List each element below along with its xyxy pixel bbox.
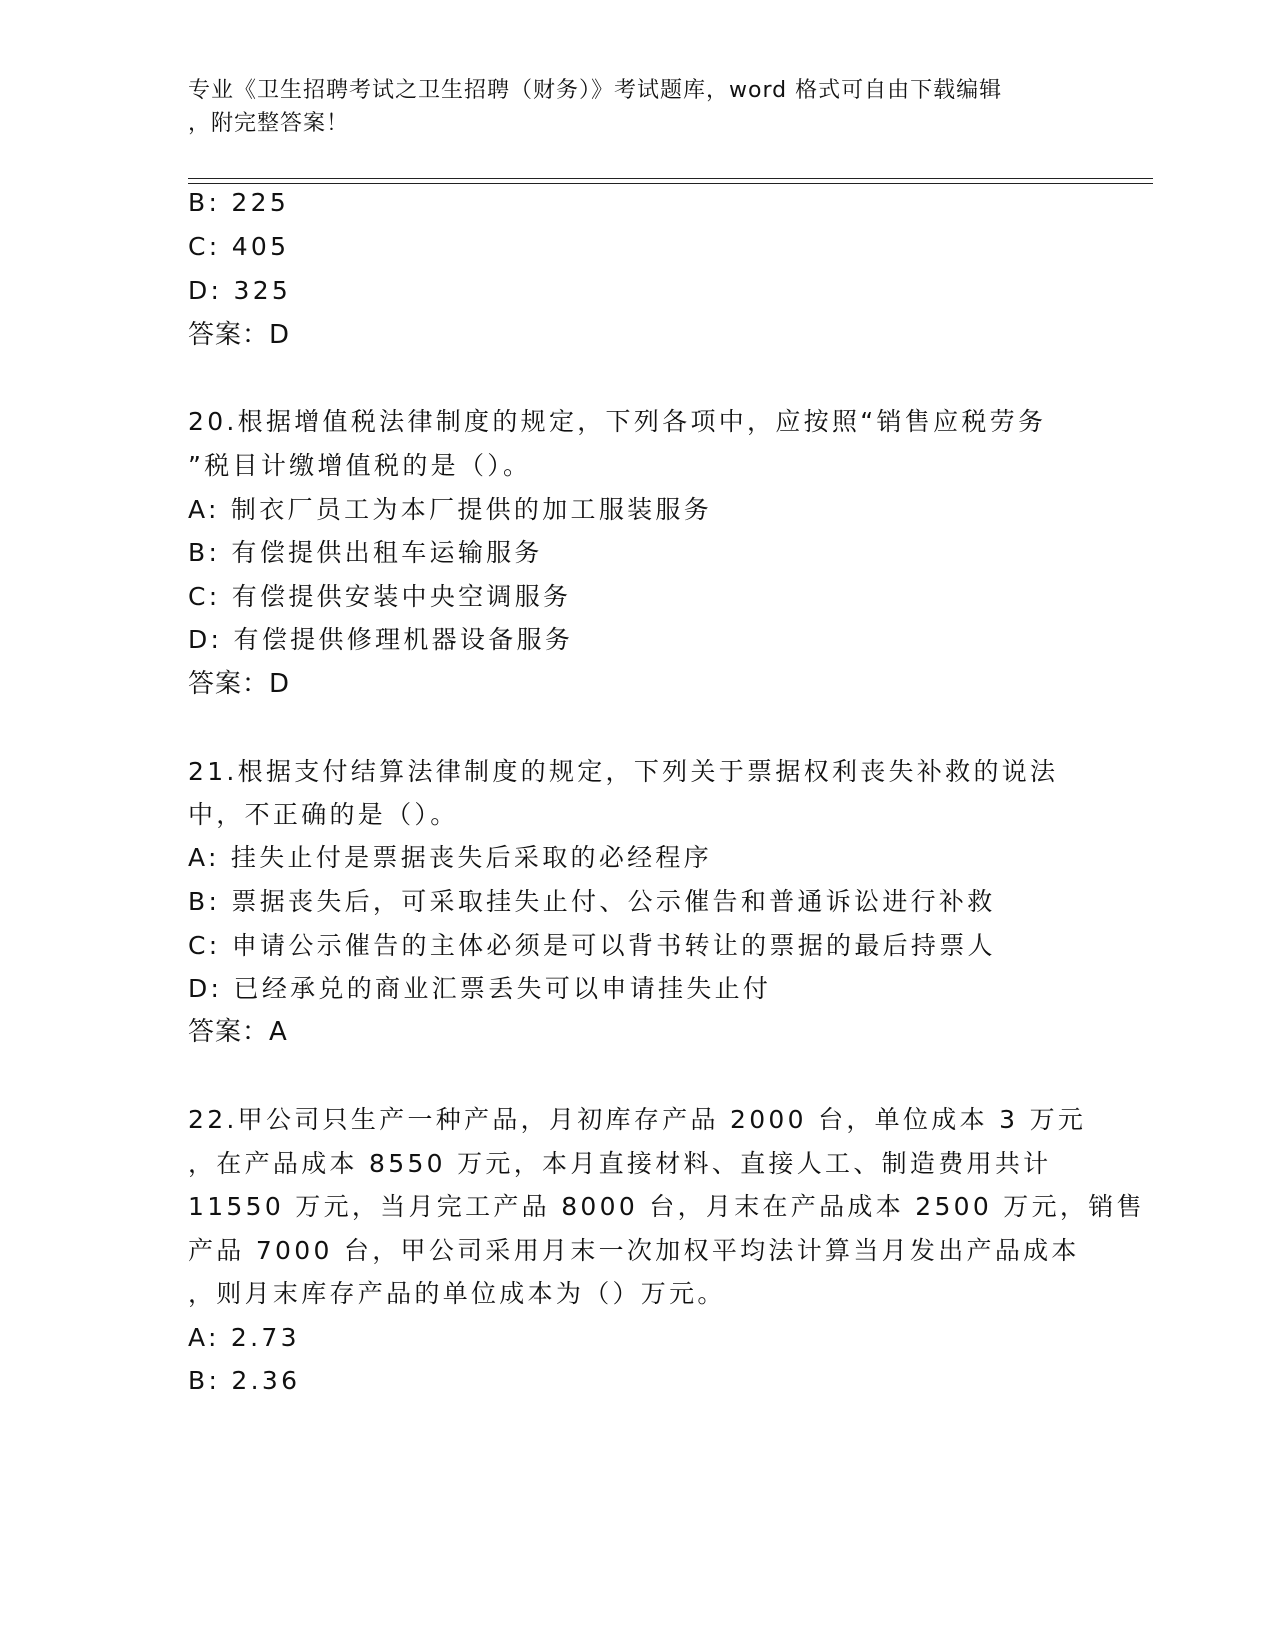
- header-divider-secondary: [188, 183, 1153, 184]
- option-c: C: 405: [188, 232, 290, 261]
- answer: 答案：D: [188, 320, 291, 350]
- question-20-option-b: B: 有偿提供出租车运输服务: [188, 538, 543, 567]
- question-20-option-d: D: 有偿提供修理机器设备服务: [188, 625, 574, 654]
- question-22-stem-cont-2: 11550 万元，当月完工产品 8000 台，月末在产品成本 2500 万元，销售: [188, 1192, 1145, 1221]
- question-20-stem-cont: ”税目计缴增值税的是（）。: [188, 451, 532, 480]
- question-22-option-b: B: 2.36: [188, 1366, 301, 1395]
- question-21-stem: 21.根据支付结算法律制度的规定，下列关于票据权利丧失补救的说法: [188, 757, 1059, 786]
- option-d: D: 325: [188, 276, 292, 305]
- question-21-option-d: D: 已经承兑的商业汇票丢失可以申请挂失止付: [188, 974, 772, 1003]
- header-divider: [188, 178, 1153, 179]
- question-20-option-a: A: 制衣厂员工为本厂提供的加工服装服务: [188, 495, 713, 524]
- question-22-stem: 22.甲公司只生产一种产品，月初库存产品 2000 台，单位成本 3 万元: [188, 1105, 1087, 1134]
- document-header: 专业《卫生招聘考试之卫生招聘（财务）》考试题库，word 格式可自由下载编辑 ，附完整答案！: [188, 78, 1003, 136]
- question-20-stem: 20.根据增值税法律制度的规定，下列各项中，应按照“销售应税劳务: [188, 407, 1047, 436]
- question-22-option-a: A: 2.73: [188, 1323, 300, 1352]
- question-21-option-c: C: 申请公示催告的主体必须是可以背书转让的票据的最后持票人: [188, 931, 996, 960]
- option-b: B: 225: [188, 188, 290, 217]
- question-20-answer: 答案：D: [188, 669, 291, 699]
- question-22-stem-cont-1: ，在产品成本 8550 万元，本月直接材料、直接人工、制造费用共计: [188, 1149, 1052, 1178]
- question-21-option-a: A: 挂失止付是票据丧失后采取的必经程序: [188, 843, 713, 872]
- question-22-stem-cont-4: ，则月末库存产品的单位成本为（）万元。: [188, 1279, 726, 1308]
- question-21-stem-cont: 中，不正确的是（）。: [188, 800, 459, 829]
- question-21-answer: 答案：A: [188, 1017, 288, 1047]
- question-22-stem-cont-3: 产品 7000 台，甲公司采用月末一次加权平均法计算当月发出产品成本: [188, 1236, 1080, 1265]
- question-20-option-c: C: 有偿提供安装中央空调服务: [188, 582, 572, 611]
- question-21-option-b: B: 票据丧失后，可采取挂失止付、公示催告和普通诉讼进行补救: [188, 887, 996, 916]
